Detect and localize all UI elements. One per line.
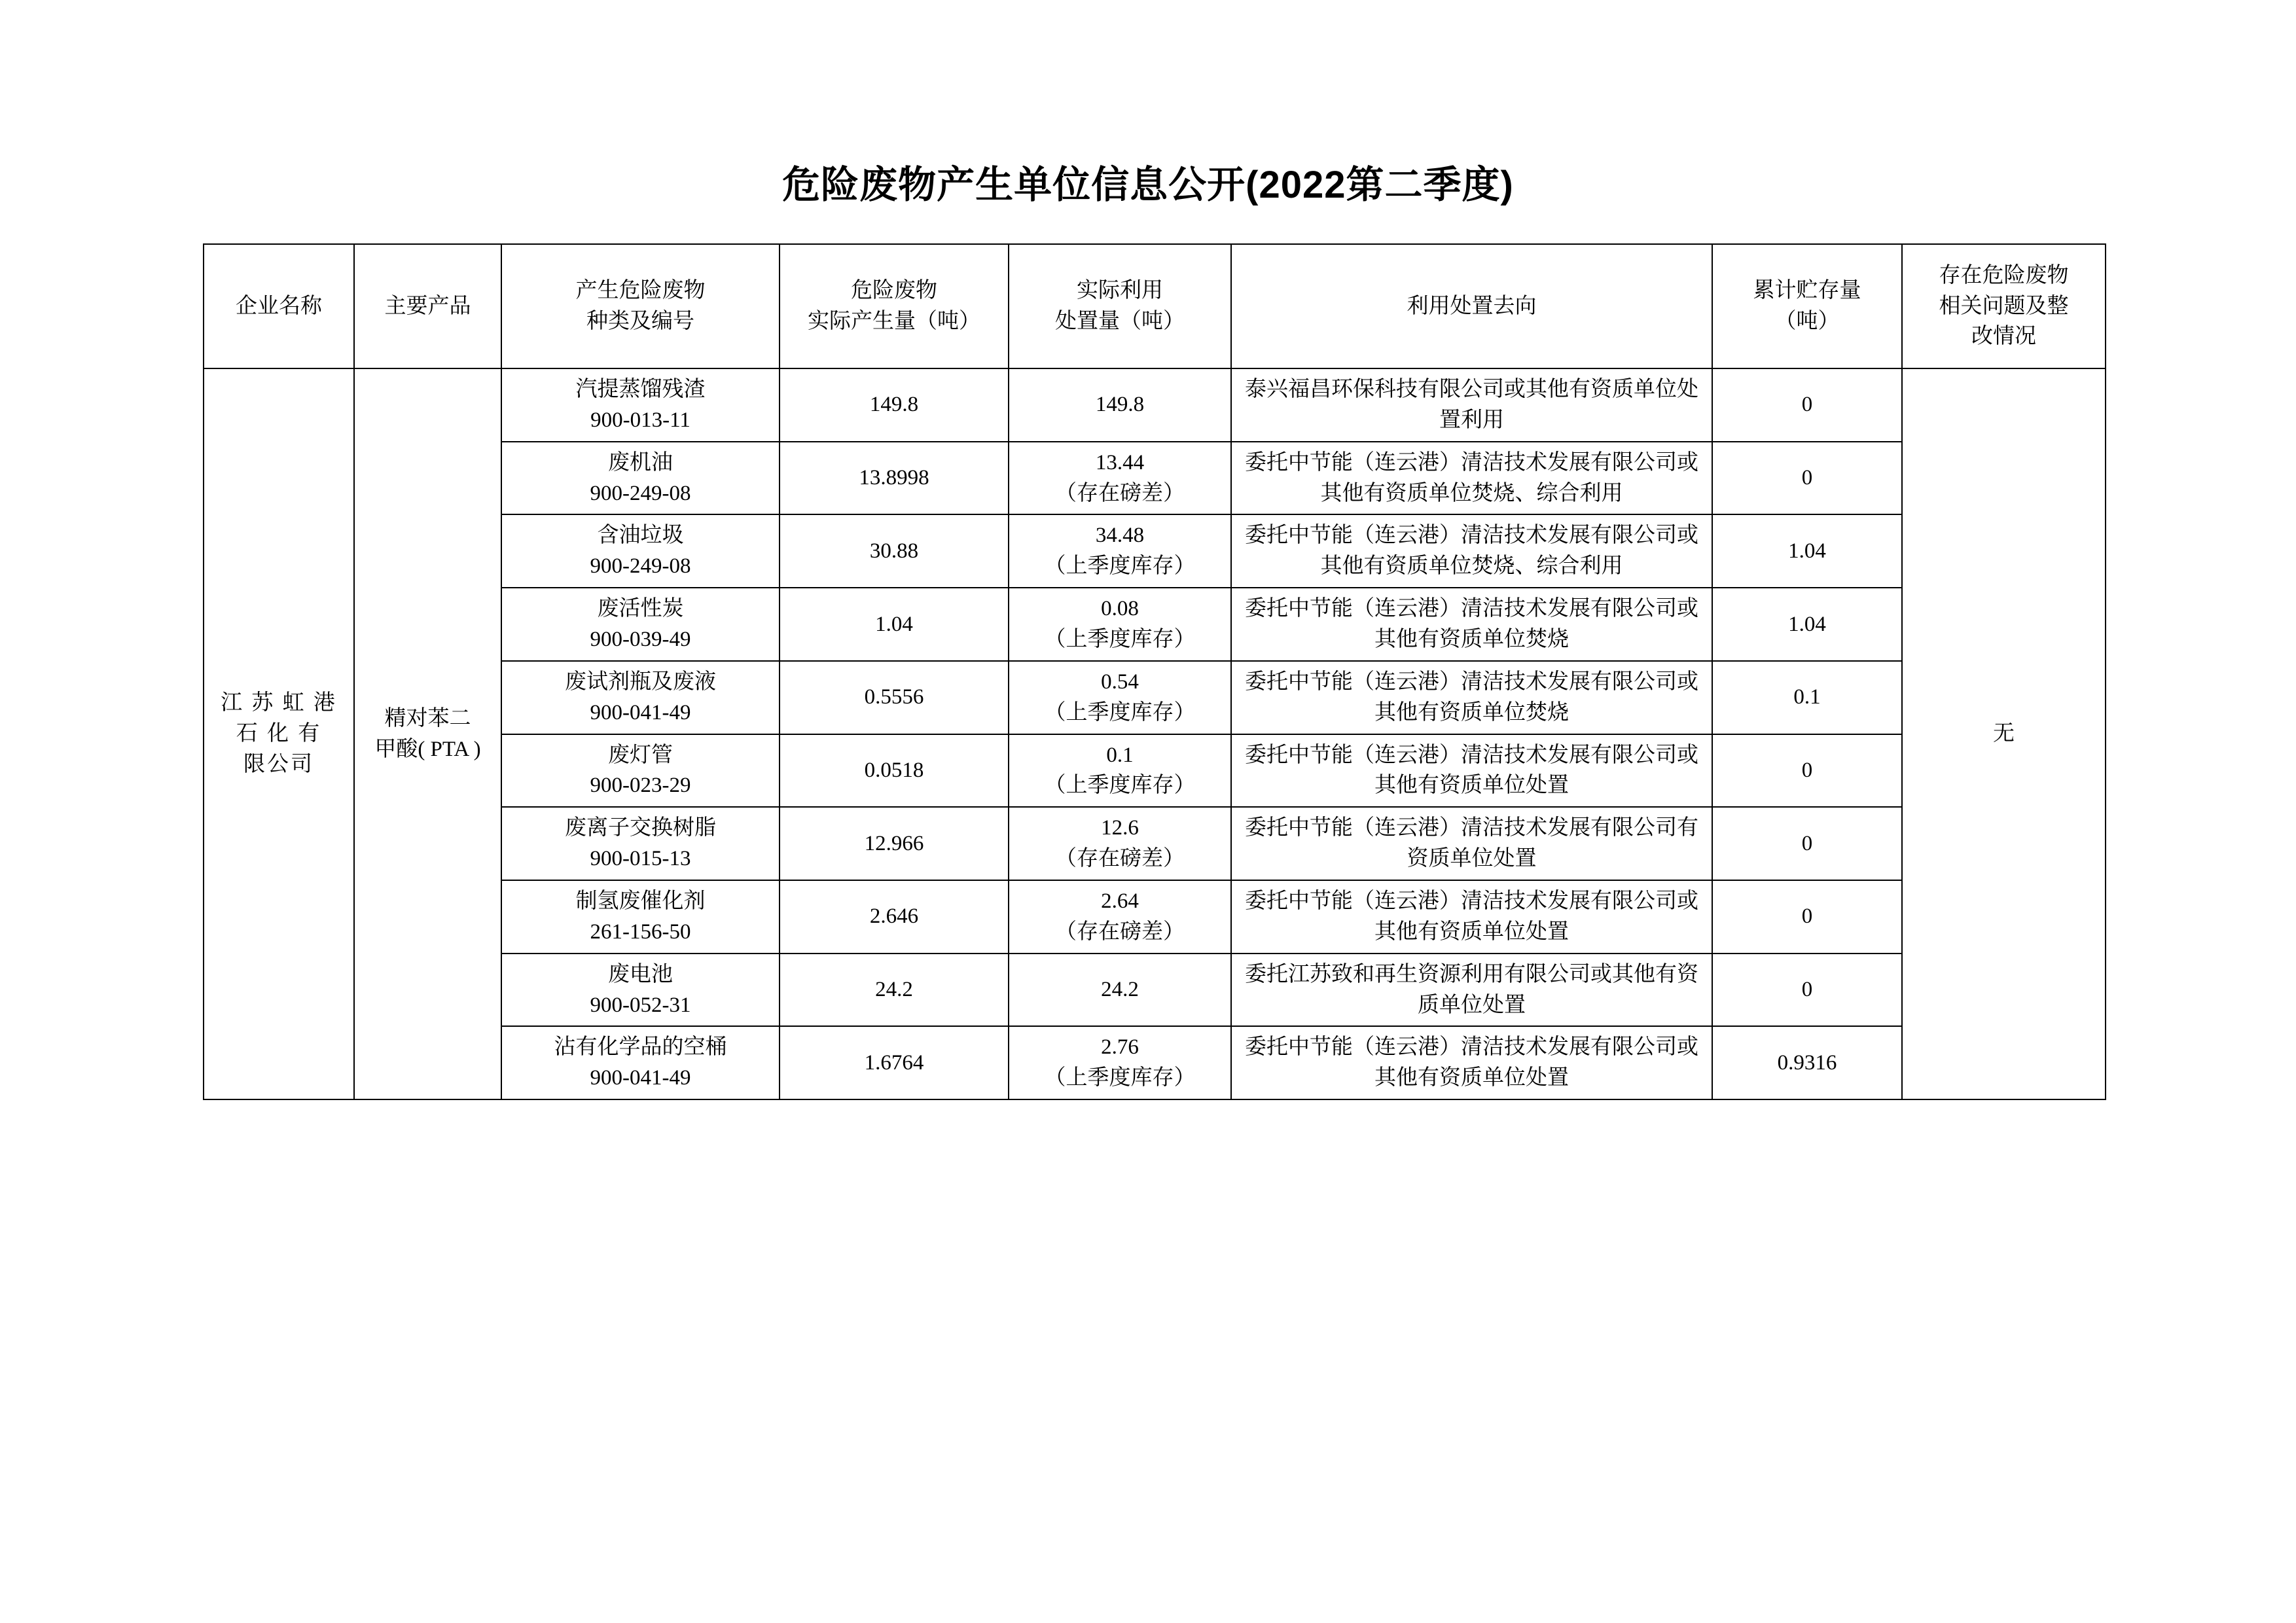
- disposed-value: 0.54: [1101, 669, 1139, 694]
- storage-amount-cell: 0: [1712, 807, 1902, 880]
- header-generated-amount: [780, 244, 1009, 368]
- disposed-value: 0.08: [1101, 597, 1139, 621]
- waste-name: 废离子交换树脂: [565, 816, 716, 840]
- header-generated-line1: 危险废物: [851, 279, 937, 303]
- header-waste-type: [501, 244, 780, 368]
- storage-amount-cell: 0: [1712, 954, 1902, 1027]
- waste-type-cell: [501, 442, 780, 515]
- waste-type-cell: [501, 588, 780, 661]
- waste-code: 900-041-49: [590, 1066, 691, 1090]
- waste-code: 900-041-49: [590, 700, 691, 724]
- disposed-value: 149.8: [1095, 393, 1145, 417]
- header-storage: [1712, 244, 1902, 368]
- storage-amount-cell: 0: [1712, 368, 1902, 442]
- header-disposed-line2: 处置量（吨）: [1055, 310, 1185, 333]
- destination-cell: 委托中节能（连云港）清洁技术发展有限公司或其他有资质单位处置: [1231, 880, 1712, 954]
- storage-amount-cell: 0.1: [1712, 661, 1902, 734]
- destination-cell: 委托中节能（连云港）清洁技术发展有限公司或其他有资质单位焚烧: [1231, 588, 1712, 661]
- generated-amount-cell: 1.04: [780, 588, 1009, 661]
- waste-type-cell: [501, 514, 780, 588]
- generated-amount-cell: 0.5556: [780, 661, 1009, 734]
- header-waste-type-line2: 种类及编号: [586, 310, 694, 333]
- header-issues-line1: 存在危险废物: [1939, 263, 2069, 287]
- generated-amount-cell: 12.966: [780, 807, 1009, 880]
- main-product-cell: [354, 368, 501, 1099]
- waste-name: 制氢废催化剂: [575, 889, 706, 914]
- header-company-label: 企业名称: [236, 294, 322, 318]
- generated-amount-cell: 2.646: [780, 880, 1009, 954]
- storage-amount-cell: 1.04: [1712, 588, 1902, 661]
- generated-amount-cell: 24.2: [780, 954, 1009, 1027]
- disposed-amount-cell: [1009, 954, 1231, 1027]
- destination-cell: 委托江苏致和再生资源利用有限公司或其他有资质单位处置: [1231, 954, 1712, 1027]
- waste-type-cell: [501, 1026, 780, 1099]
- waste-code: 900-039-49: [590, 628, 691, 652]
- waste-disclosure-table-wrapper: [203, 243, 2105, 1100]
- issues-cell: 无: [1902, 368, 2106, 1099]
- waste-code: 900-013-11: [590, 408, 691, 432]
- disposed-value: 24.2: [1101, 978, 1139, 1002]
- destination-cell: 泰兴福昌环保科技有限公司或其他有资质单位处置利用: [1231, 368, 1712, 442]
- waste-type-cell: [501, 734, 780, 808]
- header-storage-line1: 累计贮存量: [1753, 279, 1861, 303]
- disposed-note: （上季度库存）: [1044, 1066, 1196, 1090]
- destination-cell: 委托中节能（连云港）清洁技术发展有限公司或其他有资质单位焚烧、综合利用: [1231, 442, 1712, 515]
- destination-cell: 委托中节能（连云港）清洁技术发展有限公司或其他有资质单位处置: [1231, 734, 1712, 808]
- waste-type-cell: [501, 880, 780, 954]
- header-disposed-amount: [1009, 244, 1231, 368]
- destination-cell: 委托中节能（连云港）清洁技术发展有限公司或其他有资质单位焚烧: [1231, 661, 1712, 734]
- waste-name: 汽提蒸馏残渣: [575, 378, 706, 401]
- disposed-note: （上季度库存）: [1044, 554, 1196, 579]
- header-disposed-line1: 实际利用: [1077, 279, 1163, 303]
- waste-code: 900-249-08: [590, 554, 691, 579]
- storage-amount-cell: 0.9316: [1712, 1026, 1902, 1099]
- header-issues-line2: 相关问题及整: [1939, 294, 2069, 318]
- waste-name: 废机油: [608, 450, 673, 474]
- disposed-value: 13.44: [1095, 450, 1145, 474]
- generated-amount-cell: 30.88: [780, 514, 1009, 588]
- disposed-amount-cell: [1009, 734, 1231, 808]
- table-row: [204, 368, 2106, 442]
- disposed-amount-cell: [1009, 588, 1231, 661]
- header-product-label: 主要产品: [384, 294, 471, 318]
- header-storage-line2: （吨）: [1774, 310, 1840, 333]
- disposed-value: 0.1: [1106, 743, 1134, 767]
- storage-amount-cell: 1.04: [1712, 514, 1902, 588]
- company-name-line: 石 化 有: [236, 722, 322, 746]
- header-generated-line2: 实际产生量（吨）: [808, 310, 980, 333]
- waste-code: 900-249-08: [590, 481, 691, 505]
- waste-name: 含油垃圾: [597, 524, 684, 548]
- waste-code: 900-023-29: [590, 774, 691, 798]
- waste-type-cell: [501, 661, 780, 734]
- waste-code: 900-052-31: [590, 993, 691, 1017]
- header-issues: [1902, 244, 2106, 368]
- disposed-amount-cell: [1009, 661, 1231, 734]
- disposed-amount-cell: [1009, 807, 1231, 880]
- disposed-note: （上季度库存）: [1044, 628, 1196, 652]
- header-row: [204, 244, 2106, 368]
- header-waste-type-line1: 产生危险废物: [575, 279, 706, 303]
- main-product-line: 精对苯二: [384, 706, 471, 730]
- waste-disclosure-table: [203, 243, 2106, 1100]
- disposed-value: 34.48: [1095, 524, 1145, 548]
- generated-amount-cell: 1.6764: [780, 1026, 1009, 1099]
- generated-amount-cell: 0.0518: [780, 734, 1009, 808]
- waste-code: 900-015-13: [590, 847, 691, 871]
- storage-amount-cell: 0: [1712, 880, 1902, 954]
- disposed-note: （存在磅差）: [1055, 919, 1185, 944]
- main-product-line: 甲酸( PTA ): [374, 737, 481, 761]
- header-destination: [1231, 244, 1712, 368]
- disposed-amount-cell: [1009, 442, 1231, 515]
- disposed-value: 12.6: [1101, 816, 1139, 840]
- disposed-value: 2.64: [1101, 889, 1139, 914]
- waste-name: 废电池: [608, 962, 673, 986]
- table-header: [204, 244, 2106, 368]
- header-destination-label: 利用处置去向: [1407, 294, 1537, 318]
- destination-cell: 委托中节能（连云港）清洁技术发展有限公司或其他有资质单位处置: [1231, 1026, 1712, 1099]
- disposed-note: （上季度库存）: [1044, 700, 1196, 724]
- waste-name: 废灯管: [608, 743, 673, 767]
- storage-amount-cell: 0: [1712, 734, 1902, 808]
- company-name-line: 江 苏 虹 港: [221, 691, 337, 715]
- waste-code: 261-156-50: [590, 919, 691, 944]
- waste-type-cell: [501, 807, 780, 880]
- disposed-amount-cell: [1009, 1026, 1231, 1099]
- header-company: [204, 244, 354, 368]
- company-name-cell: [204, 368, 354, 1099]
- waste-name: 沾有化学品的空桶: [554, 1035, 727, 1060]
- generated-amount-cell: 149.8: [780, 368, 1009, 442]
- generated-amount-cell: 13.8998: [780, 442, 1009, 515]
- company-name-line: 限公司: [243, 753, 314, 777]
- table-body: [204, 368, 2106, 1099]
- disposed-note: （上季度库存）: [1044, 774, 1196, 798]
- disposed-note: （存在磅差）: [1055, 847, 1185, 871]
- waste-name: 废活性炭: [597, 597, 684, 621]
- disposed-amount-cell: [1009, 514, 1231, 588]
- waste-name: 废试剂瓶及废液: [565, 669, 716, 694]
- waste-type-cell: [501, 368, 780, 442]
- storage-amount-cell: 0: [1712, 442, 1902, 515]
- header-product: [354, 244, 501, 368]
- waste-type-cell: [501, 954, 780, 1027]
- page-title: 危险废物产生单位信息公开(2022第二季度): [782, 164, 1514, 206]
- disposed-value: 2.76: [1101, 1035, 1139, 1060]
- disposed-note: （存在磅差）: [1055, 481, 1185, 505]
- destination-cell: 委托中节能（连云港）清洁技术发展有限公司或其他有资质单位焚烧、综合利用: [1231, 514, 1712, 588]
- header-issues-line3: 改情况: [1971, 325, 2036, 349]
- destination-cell: 委托中节能（连云港）清洁技术发展有限公司有资质单位处置: [1231, 807, 1712, 880]
- disposed-amount-cell: [1009, 368, 1231, 442]
- disposed-amount-cell: [1009, 880, 1231, 954]
